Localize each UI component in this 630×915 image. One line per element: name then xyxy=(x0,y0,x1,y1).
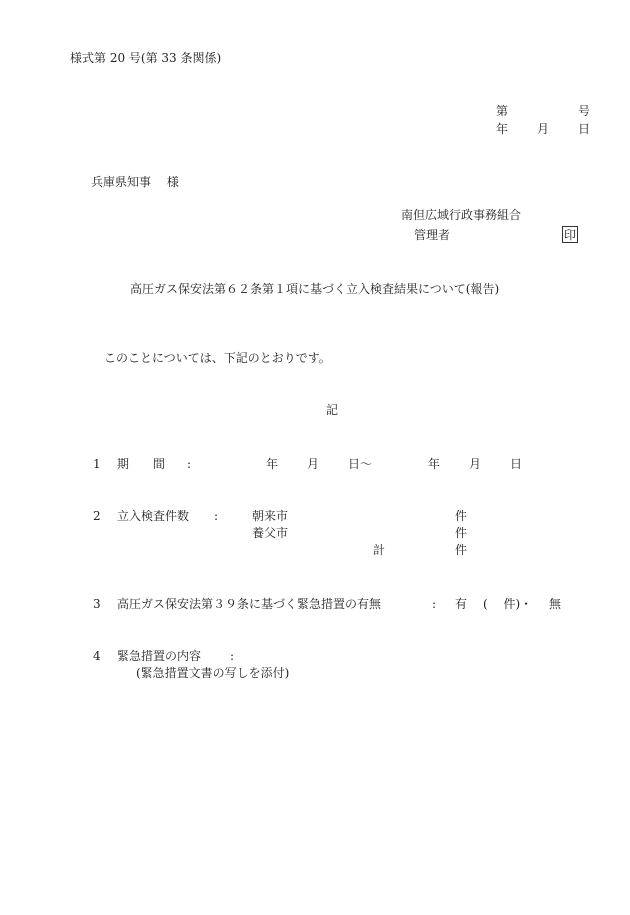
date-day: 日 xyxy=(578,122,591,136)
city-yabu: 養父市 xyxy=(252,526,289,540)
count-unit-asago: 件 xyxy=(455,509,468,523)
from-day: 日〜 xyxy=(348,457,373,471)
count-unit-yabu: 件 xyxy=(455,526,468,540)
attachment-note: (緊急措置文書の写しを添付) xyxy=(136,666,290,680)
from-month: 月 xyxy=(307,457,320,471)
doc-number-suffix: 号 xyxy=(578,104,591,118)
city-asago: 朝来市 xyxy=(252,509,289,523)
item-number: 4 xyxy=(93,649,101,663)
item-colon: : xyxy=(214,509,219,523)
seal-mark: 印 xyxy=(564,228,577,242)
item-number: 2 xyxy=(93,509,101,523)
item-number: 1 xyxy=(93,457,101,471)
to-month: 月 xyxy=(469,457,482,471)
subject: 高圧ガス保安法第６２条第１項に基づく立入検査結果について(報告) xyxy=(130,282,500,296)
option-yes: 有 xyxy=(455,597,468,611)
ki-heading: 記 xyxy=(326,403,339,417)
date-month: 月 xyxy=(537,122,550,136)
item-label: 高圧ガス保安法第３９条に基づく緊急措置の有無 xyxy=(117,597,382,611)
form-number: 様式第 20 号(第 33 条関係) xyxy=(70,51,222,65)
intro-text: このことについては、下記のとおりです。 xyxy=(104,351,331,365)
item-colon: : xyxy=(230,649,235,663)
date-year: 年 xyxy=(496,122,509,136)
item-number: 3 xyxy=(93,597,101,611)
item-label: 立入検査件数 xyxy=(117,509,190,523)
sender-title: 管理者 xyxy=(414,228,451,242)
sender-organization: 南但広域行政事務組合 xyxy=(401,208,522,222)
addressee: 兵庫県知事 様 xyxy=(91,175,179,189)
doc-number-prefix: 第 xyxy=(496,104,509,118)
option-count: ( 件)・ xyxy=(483,597,533,611)
from-year: 年 xyxy=(266,457,279,471)
item-colon: : xyxy=(187,457,192,471)
to-day: 日 xyxy=(510,457,523,471)
total-label: 計 xyxy=(373,543,386,557)
item-colon: : xyxy=(432,597,437,611)
item-label: 期 間 xyxy=(117,457,166,471)
total-unit: 件 xyxy=(455,543,468,557)
item-label: 緊急措置の内容 xyxy=(117,649,202,663)
option-no: 無 xyxy=(549,597,562,611)
to-year: 年 xyxy=(428,457,441,471)
